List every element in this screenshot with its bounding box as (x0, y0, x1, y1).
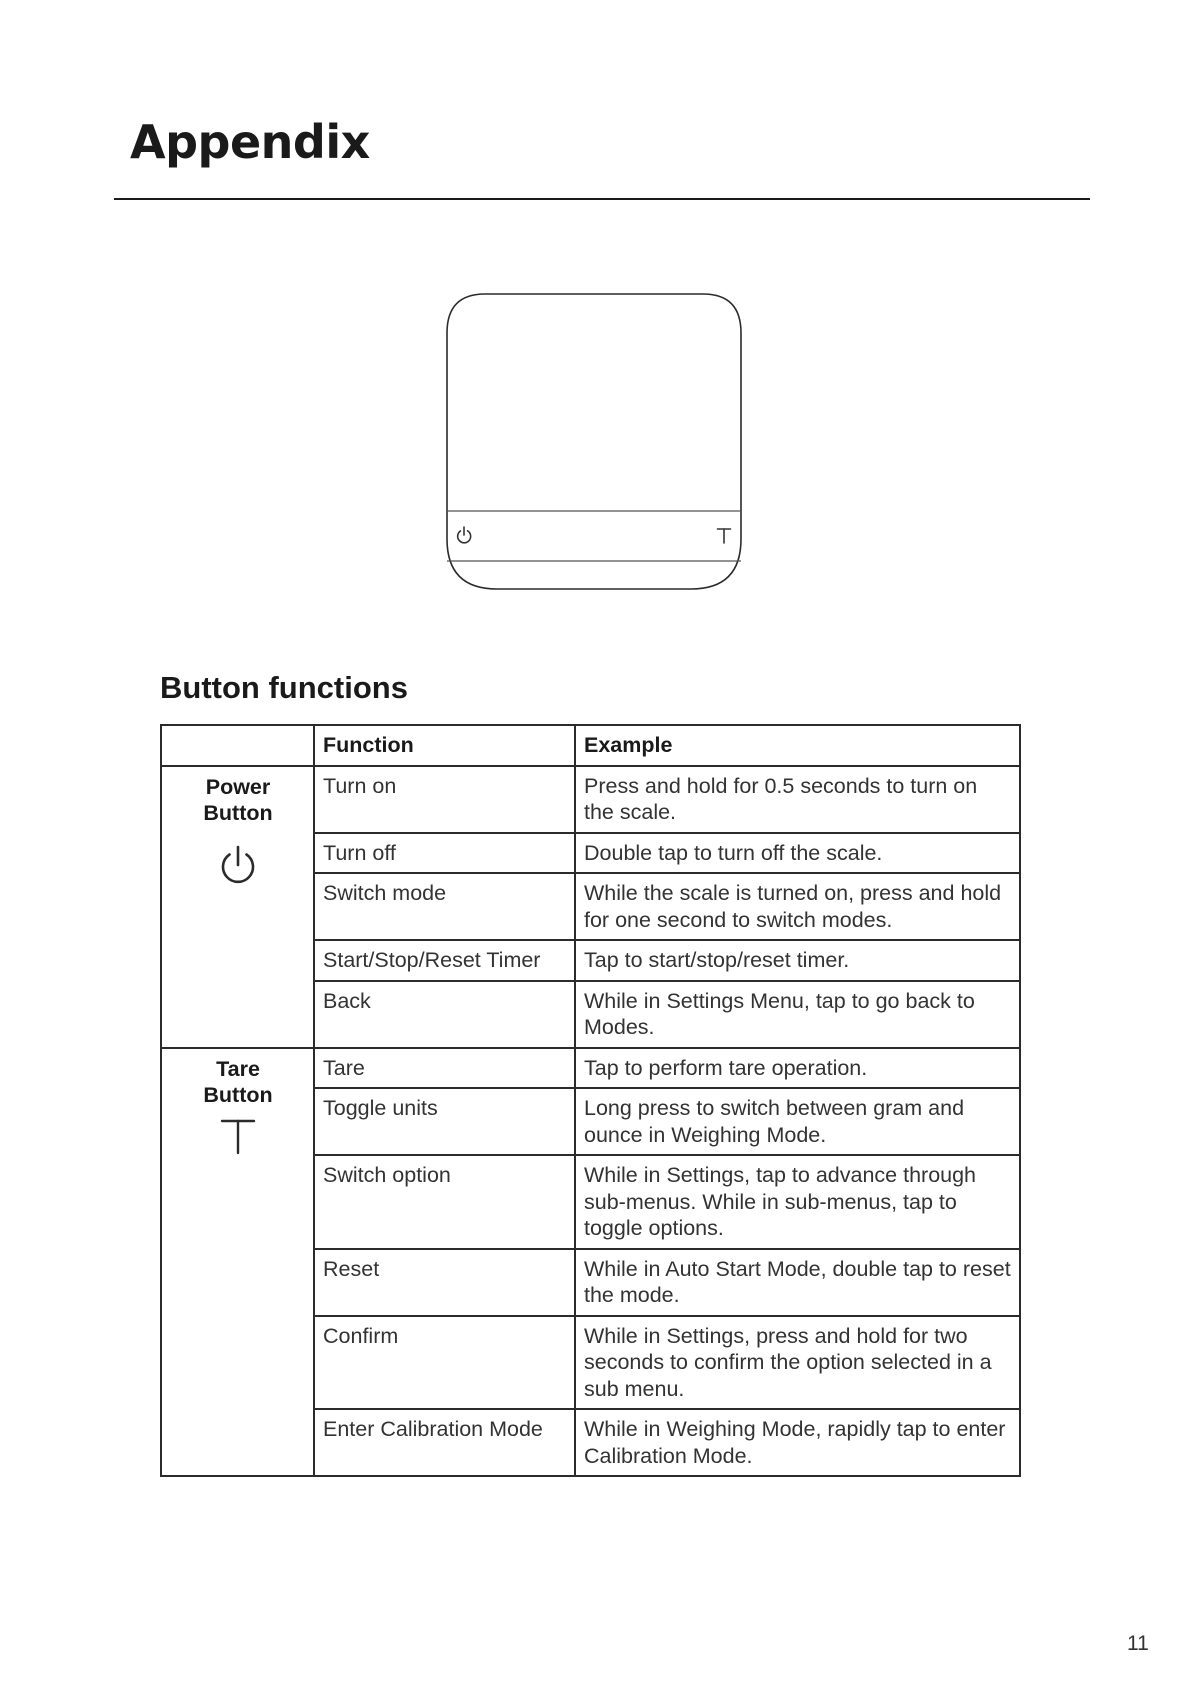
table-row (161, 1048, 1020, 1089)
example-cell: While in Weighing Mode, rapidly tap to enter Calibration Mode. (575, 1409, 1020, 1476)
header-group (161, 725, 314, 766)
function-cell: Turn on (314, 766, 575, 833)
tare-button-label-line2: Button (203, 1083, 273, 1107)
page-title: Appendix (130, 115, 370, 169)
power-button-label-line2: Button (203, 801, 273, 825)
scale-outline (447, 294, 741, 589)
power-button-label-line1: Power (205, 774, 271, 799)
function-cell: Reset (314, 1249, 575, 1316)
example-cell: Long press to switch between gram and ounce in Weighing Mode. (575, 1088, 1020, 1155)
button-functions-table (160, 724, 1021, 1477)
function-cell: Enter Calibration Mode (314, 1409, 575, 1476)
example-cell: While the scale is turned on, press and hold for one second to switch modes. (575, 873, 1020, 940)
example-cell: While in Settings Menu, tap to go back to Modes. (575, 981, 1020, 1048)
power-button-group (161, 766, 314, 1048)
tare-button-label-line1: Tare (216, 1056, 260, 1081)
tare-icon (216, 1117, 260, 1157)
function-cell: Confirm (314, 1316, 575, 1410)
example-cell: Double tap to turn off the scale. (575, 833, 1020, 874)
function-cell: Switch option (314, 1155, 575, 1249)
function-cell: Back (314, 981, 575, 1048)
function-cell: Tare (314, 1048, 575, 1089)
title-divider (114, 198, 1090, 200)
example-cell: While in Settings, press and hold for two seconds to confirm the option selected in a sub menu. (575, 1316, 1020, 1410)
page-number: 11 (1127, 1632, 1149, 1655)
table-header-row (161, 725, 1020, 766)
function-cell: Turn off (314, 833, 575, 874)
example-cell: Tap to start/stop/reset timer. (575, 940, 1020, 981)
table-row (161, 766, 1020, 833)
header-function: Function (314, 725, 575, 766)
header-example: Example (575, 725, 1020, 766)
example-cell: Tap to perform tare operation. (575, 1048, 1020, 1089)
tare-button-group (161, 1048, 314, 1477)
function-cell: Start/Stop/Reset Timer (314, 940, 575, 981)
function-cell: Switch mode (314, 873, 575, 940)
example-cell: Press and hold for 0.5 seconds to turn on the scale. (575, 766, 1020, 833)
power-icon (216, 843, 260, 889)
function-cell: Toggle units (314, 1088, 575, 1155)
example-cell: While in Auto Start Mode, double tap to reset the mode. (575, 1249, 1020, 1316)
example-cell: While in Settings, tap to advance through sub-menus. While in sub-menus, tap to toggle options. (575, 1155, 1020, 1249)
section-heading: Button functions (160, 670, 408, 705)
scale-illustration (445, 293, 743, 591)
